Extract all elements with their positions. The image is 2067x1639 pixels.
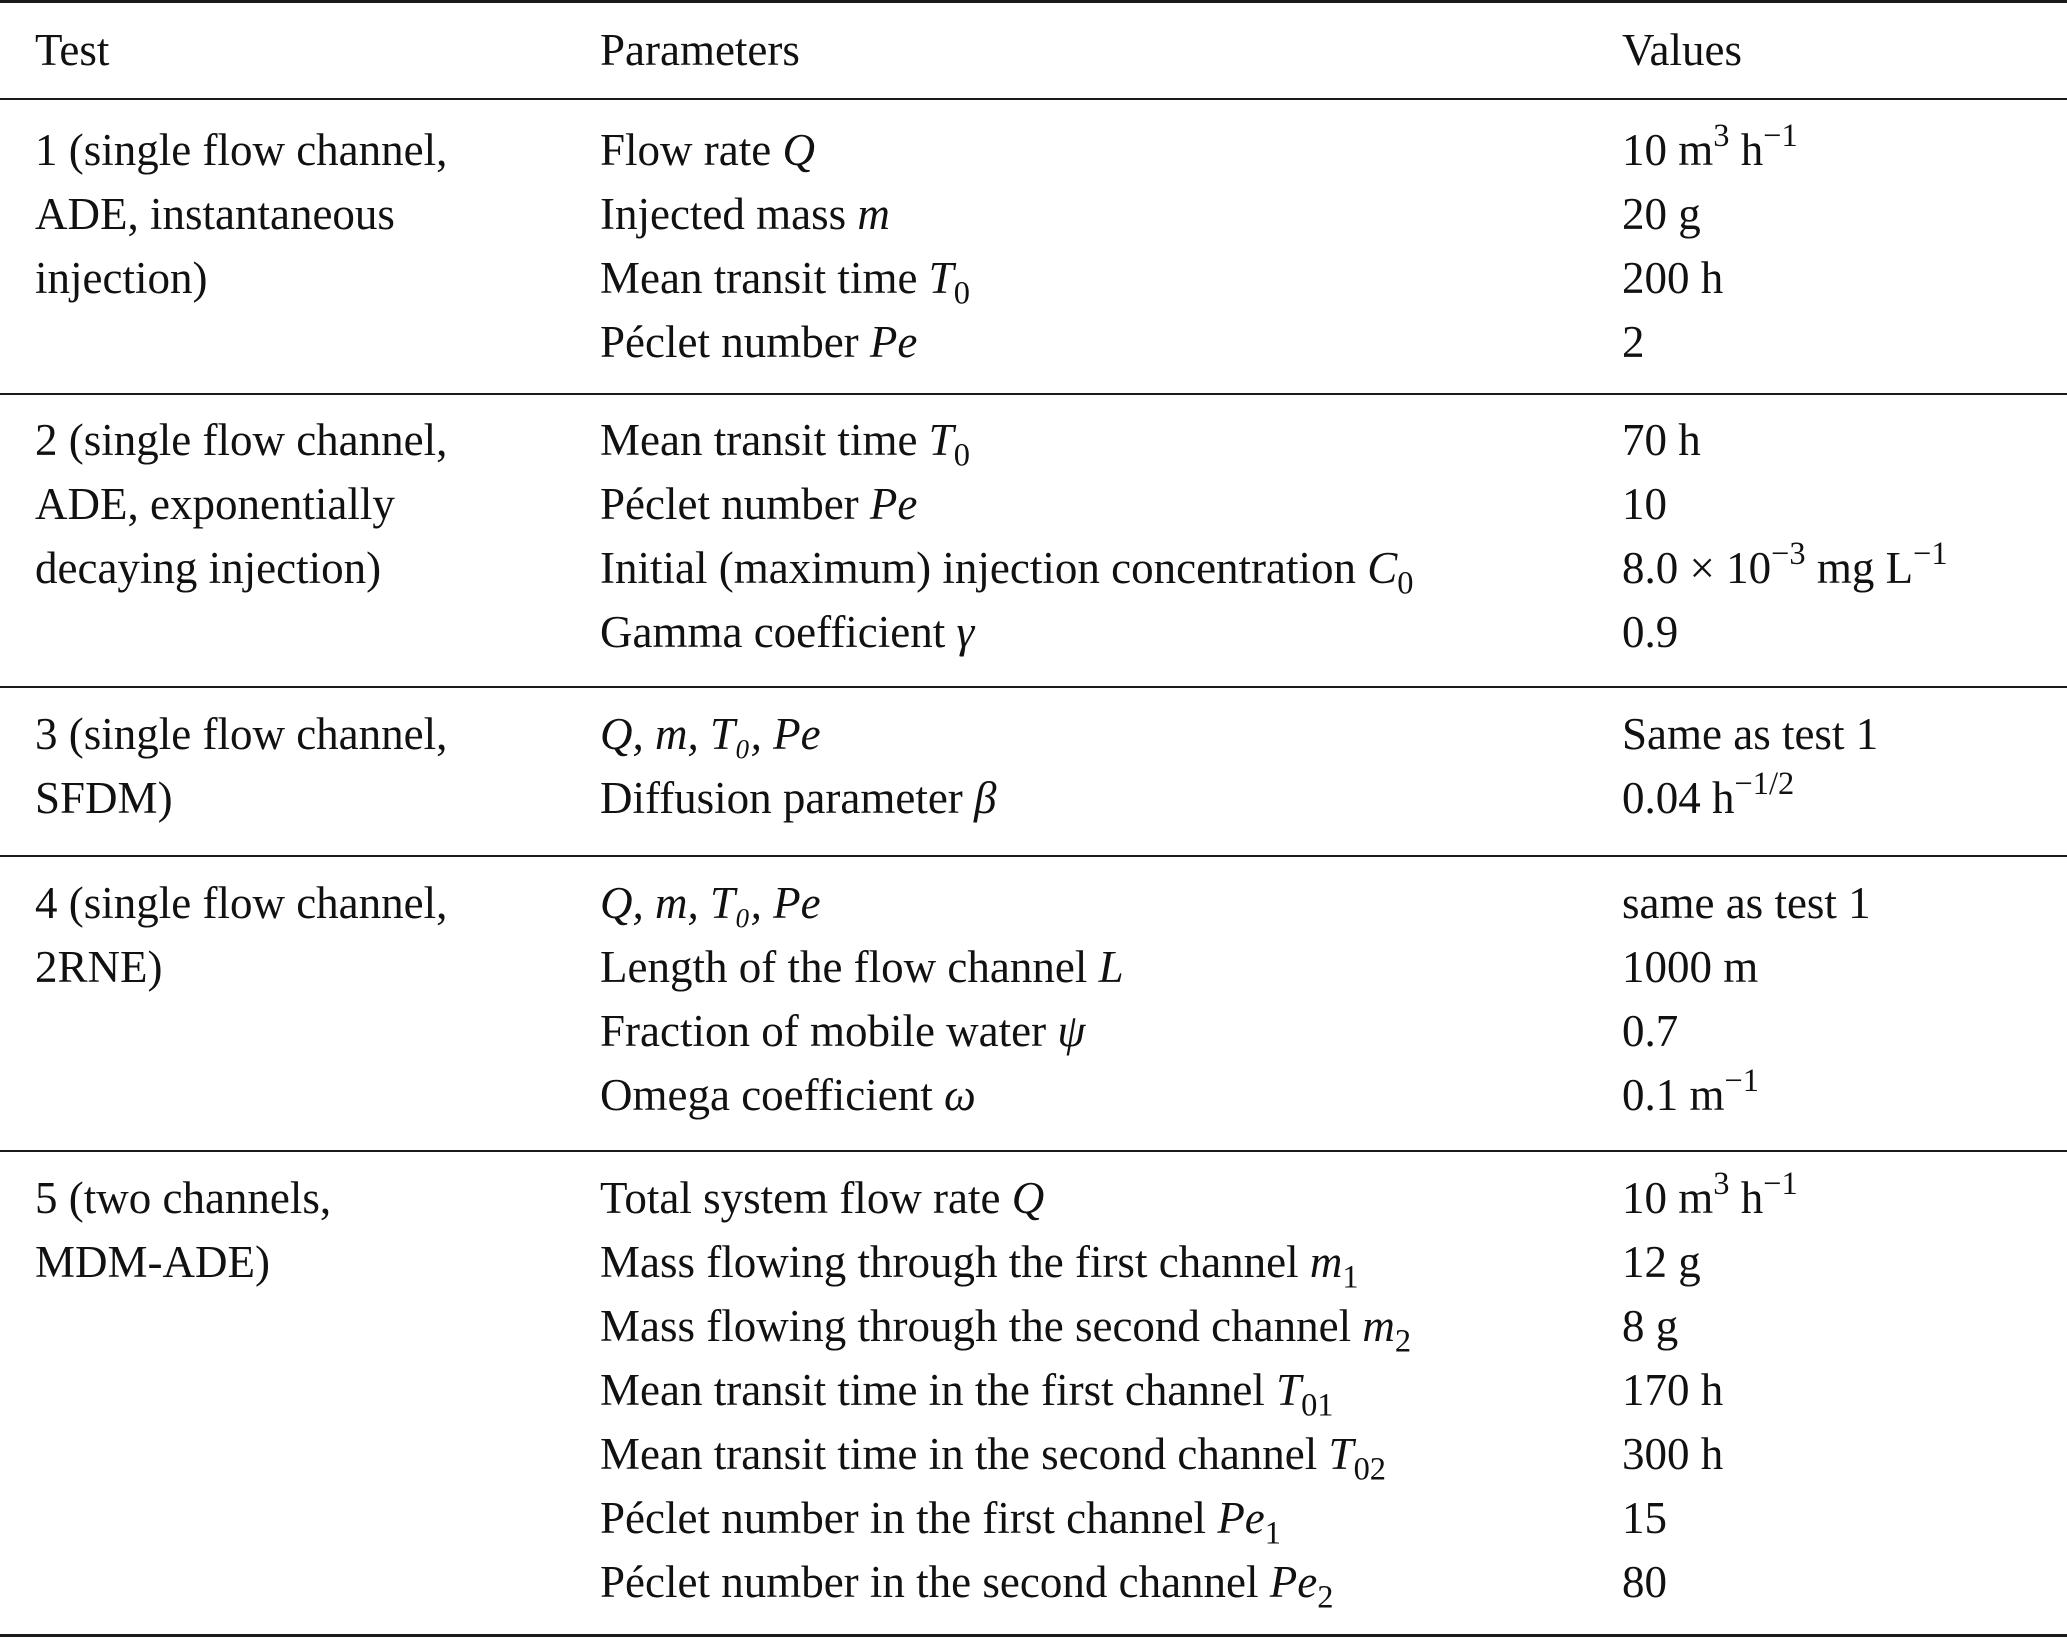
value-row: 10 $m^3$ $h^{-1}$: [1622, 1166, 1798, 1223]
param-row: Q, m, T₀, Pe: [600, 709, 821, 759]
group-rule: [0, 855, 2067, 857]
test-3-parameters: [600, 702, 996, 830]
value-row: 15: [1622, 1493, 1667, 1543]
value-row: 2: [1622, 317, 1645, 367]
param-row: Diffusion parameter β: [600, 773, 997, 823]
header-parameters: Parameters: [600, 25, 800, 75]
param-row: Injected mass m: [600, 189, 890, 239]
test-2-parameters: [600, 408, 1413, 664]
param-row: Péclet number in the first channel $Pe_1$: [600, 1493, 1281, 1552]
param-row: Length of the flow channel L: [600, 942, 1124, 992]
param-row: Fraction of mobile water ψ: [600, 1006, 1086, 1056]
value-row: Same as test 1: [1622, 709, 1879, 759]
group-rule: [0, 393, 2067, 395]
test-5-label: 5 (two channels, MDM-ADE): [35, 1173, 332, 1287]
test-5-parameters: [600, 1166, 1411, 1614]
param-row: Péclet number Pe: [600, 479, 918, 529]
value-row: 70 h: [1622, 415, 1701, 465]
test-4-parameters: [600, 871, 1124, 1127]
test-4-label: 4 (single flow channel, 2RNE): [35, 878, 448, 992]
value-row: 200 h: [1622, 253, 1724, 303]
test-3-values: [1622, 702, 1878, 830]
value-row: 0.04 $h^{-1/2}$: [1622, 766, 1795, 823]
group-rule: [0, 686, 2067, 688]
header-rule: [0, 98, 2067, 100]
param-row: Q, m, T₀, Pe: [600, 878, 821, 928]
value-row: 10: [1622, 479, 1667, 529]
test-1-values: [1622, 118, 1798, 374]
value-row: 1000 m: [1622, 942, 1759, 992]
param-row: Péclet number Pe: [600, 317, 918, 367]
param-row: Mean transit time in the second channel $T_{02}$: [600, 1429, 1386, 1488]
table-bottom-rule: [0, 1634, 2067, 1637]
header-test: Test: [35, 25, 110, 75]
group-rule: [0, 1150, 2067, 1152]
value-row: 300 h: [1622, 1429, 1724, 1479]
param-row: Mean transit time $T_0$: [600, 415, 970, 474]
value-row: 0.7: [1622, 1006, 1679, 1056]
header-values: Values: [1622, 25, 1742, 75]
param-row: Mean transit time $T_0$: [600, 253, 970, 312]
test-4-values: [1622, 871, 1871, 1127]
test-5-values: [1622, 1166, 1798, 1614]
value-row: $8.0 \times 10^{-3}$ mg $L^{-1}$: [1622, 536, 1948, 593]
param-row: Péclet number in the second channel $Pe_2$: [600, 1557, 1334, 1616]
param-row: Total system flow rate Q: [600, 1173, 1045, 1223]
test-2-values: [1622, 408, 1948, 664]
param-row: Flow rate Q: [600, 125, 815, 175]
param-row: Initial (maximum) injection concentration $C_0$: [600, 543, 1414, 602]
param-row: Omega coefficient ω: [600, 1070, 976, 1120]
value-row: 8 g: [1622, 1301, 1679, 1351]
value-row: 12 g: [1622, 1237, 1701, 1287]
param-row: Mean transit time in the first channel $T_{01}$: [600, 1365, 1334, 1424]
param-row: Mass flowing through the second channel $m_2$: [600, 1301, 1412, 1360]
value-row: 20 g: [1622, 189, 1701, 239]
value-row: 0.9: [1622, 607, 1679, 657]
value-row: 80: [1622, 1557, 1667, 1607]
value-row: 0.1 $m^{-1}$: [1622, 1063, 1759, 1120]
test-3-label: 3 (single flow channel, SFDM): [35, 709, 448, 823]
test-1-label: 1 (single flow channel, ADE, instantaneous injection): [35, 125, 448, 303]
test-2-label: 2 (single flow channel, ADE, exponentially decaying injection): [35, 415, 448, 593]
param-row: Gamma coefficient γ: [600, 607, 975, 657]
table-top-rule: [0, 0, 2067, 3]
test-1-parameters: [600, 118, 970, 374]
value-row: same as test 1: [1622, 878, 1871, 928]
value-row: 170 h: [1622, 1365, 1724, 1415]
value-row: 10 $m^3$ $h^{-1}$: [1622, 118, 1798, 175]
param-row: Mass flowing through the first channel $m_1$: [600, 1237, 1359, 1296]
